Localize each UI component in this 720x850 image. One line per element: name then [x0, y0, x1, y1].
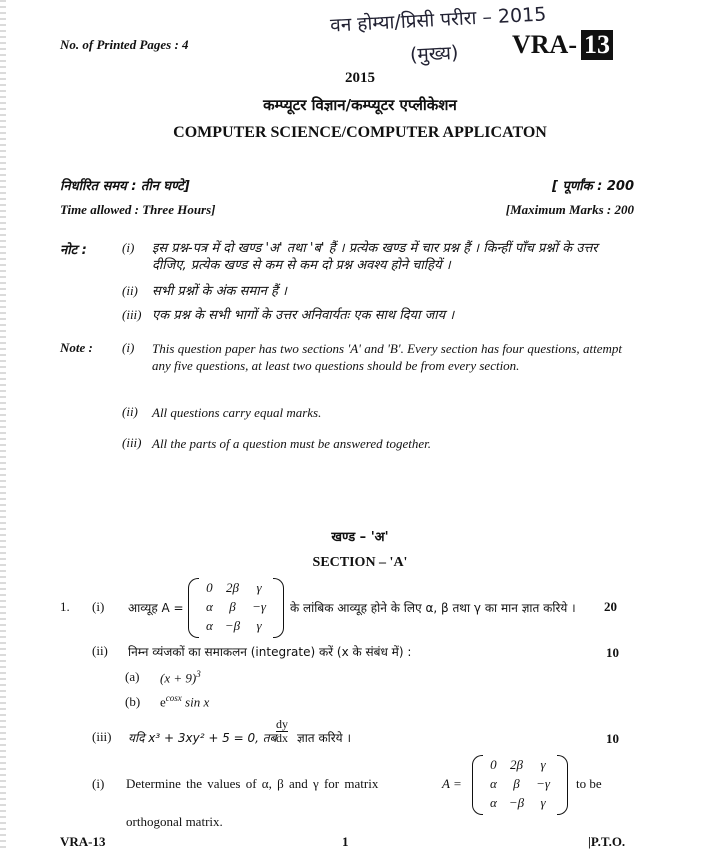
note-hindi-text-1: इस प्रश्न-पत्र में दो खण्ड 'अ' तथा 'ब' हैं । प्रत्येक खण्ड में चार प्रश्न हैं । किन्हीं पाँच प्रश्नों के उत्तर दीजिए, प्रत्येक खण्ड से कम से कम दो प्रश्न अवश्य होने चाहियें ।: [152, 241, 598, 273]
matrix-left-bracket: [188, 578, 199, 638]
matrix-cell: 2β: [225, 579, 239, 595]
note-english-num-2: (ii): [122, 404, 138, 419]
q1-i-marks: 20: [604, 599, 617, 614]
matrix-cell: α: [490, 794, 497, 810]
note-english-label: Note :: [60, 340, 93, 355]
matrix-cell: γ: [540, 794, 546, 810]
expr-base: e: [160, 694, 166, 710]
note-hindi-num-2: (ii): [122, 283, 138, 298]
matrix-cell: −γ: [536, 775, 550, 791]
matrix-cell: β: [513, 775, 520, 791]
note-hindi-label: नोट :: [60, 243, 87, 258]
matrix-cell: 0: [206, 579, 213, 595]
q1-ii-number: (ii): [92, 643, 108, 658]
paper-code-number: 13: [581, 30, 613, 60]
note-hindi-text-2: सभी प्रश्नों के अंक समान हैं ।: [152, 284, 287, 299]
handwritten-line2: (मुख्य): [409, 41, 459, 67]
q1-i-english-number: (i): [92, 776, 105, 791]
exam-year: 2015: [345, 70, 375, 86]
expr-exponent: cosx: [165, 693, 182, 703]
matrix-cell: −β: [508, 794, 525, 810]
matrix-cell: −β: [224, 617, 241, 633]
expr-base: (x + 9): [160, 670, 197, 686]
note-english-text-3: All the parts of a question must be answered together.: [152, 436, 431, 451]
note-hindi-text-3: एक प्रश्न के सभी भागों के उत्तर अनिवार्यतः एक साथ दिया जाय ।: [152, 308, 455, 323]
matrix-hindi: [188, 578, 284, 636]
handwritten-line1: वन होम्या/प्रिसी परीरा – 2015: [329, 3, 547, 37]
question-1-number: 1.: [60, 599, 70, 614]
matrix-cell: β: [229, 598, 236, 614]
matrix-cell: α: [206, 617, 213, 633]
q1-i-suffix: के लांबिक आव्यूह होने के लिए α, β तथा γ का मान ज्ञात करिये ।: [290, 601, 576, 615]
fraction-denominator: dx: [276, 731, 288, 745]
title-english: COMPUTER SCIENCE/COMPUTER APPLICATON: [173, 124, 547, 141]
q1-ii-text: निम्न व्यंजकों का समाकलन (integrate) करें (x के संबंध में) :: [128, 645, 412, 659]
matrix-left-bracket: [472, 755, 483, 815]
q1-i-english-suffix: to be: [576, 776, 602, 791]
expr-rest: sin x: [185, 694, 210, 710]
section-english: SECTION – 'A': [312, 555, 408, 570]
q1-ii-marks: 10: [606, 645, 619, 660]
time-english: Time allowed : Three Hours]: [60, 202, 216, 217]
derivative-fraction: [276, 718, 288, 745]
fraction-numerator: dy: [276, 717, 288, 731]
note-english-text-2: All questions carry equal marks.: [152, 405, 322, 420]
matrix-cell: α: [206, 598, 213, 614]
title-hindi: कम्प्यूटर विज्ञान/कम्प्यूटर एप्लीकेशन: [263, 96, 457, 114]
q1-i-english-prefix: Determine the values of α, β and γ for matrix: [126, 776, 379, 791]
section-hindi: खण्ड – 'अ': [331, 530, 389, 545]
matrix-cell: 0: [490, 756, 497, 772]
matrix-right-bracket: [557, 755, 568, 815]
printed-pages: No. of Printed Pages : 4: [60, 37, 189, 52]
q1-ii-b-number: (b): [125, 694, 141, 709]
expr-exponent: 3: [196, 669, 201, 679]
marks-english: [Maximum Marks : 200: [505, 202, 634, 217]
matrix-cell: γ: [256, 617, 262, 633]
note-english-num-1: (i): [122, 340, 135, 355]
matrix-cell: α: [490, 775, 497, 791]
footer-page-number: 1: [342, 834, 349, 849]
matrix-cell: 2β: [509, 756, 523, 772]
note-english-num-3: (iii): [122, 435, 142, 450]
matrix-cell: γ: [540, 756, 546, 772]
note-english-text-1: This question paper has two sections 'A' and 'B'. Every section has four questions, attempt any five questions, at least two questions should be from every section.: [152, 341, 622, 373]
q1-ii-a-expression: [160, 669, 201, 686]
matrix-right-bracket: [273, 578, 284, 638]
footer-pto: |P.T.O.: [588, 834, 626, 849]
paper-code-prefix: VRA-: [512, 30, 577, 59]
note-hindi-num-1: (i): [122, 240, 135, 255]
note-hindi-num-3: (iii): [122, 307, 142, 322]
marks-hindi: [ पूर्णांक : 200: [552, 179, 634, 194]
q1-i-prefix: आव्यूह A =: [128, 601, 184, 615]
matrix-english: [472, 755, 568, 813]
q1-i-english-continuation: orthogonal matrix.: [126, 814, 223, 829]
q1-iii-number: (iii): [92, 729, 112, 744]
footer-code: VRA-13: [60, 834, 106, 849]
q1-i-number: (i): [92, 599, 105, 614]
matrix-cell: −γ: [252, 598, 266, 614]
q1-ii-b-expression: [160, 693, 209, 710]
q1-iii-marks: 10: [606, 731, 619, 746]
time-hindi: निर्धारित समय : तीन घण्टे]: [60, 179, 190, 194]
q1-iii-prefix: यदि x³ + 3xy² + 5 = 0, तब: [128, 731, 277, 745]
q1-iii-suffix: ज्ञात करिये ।: [297, 731, 352, 745]
paper-code: [512, 30, 613, 60]
q1-ii-a-number: (a): [125, 669, 140, 684]
matrix-cell: γ: [256, 579, 262, 595]
q1-i-english-A: A =: [442, 776, 462, 791]
